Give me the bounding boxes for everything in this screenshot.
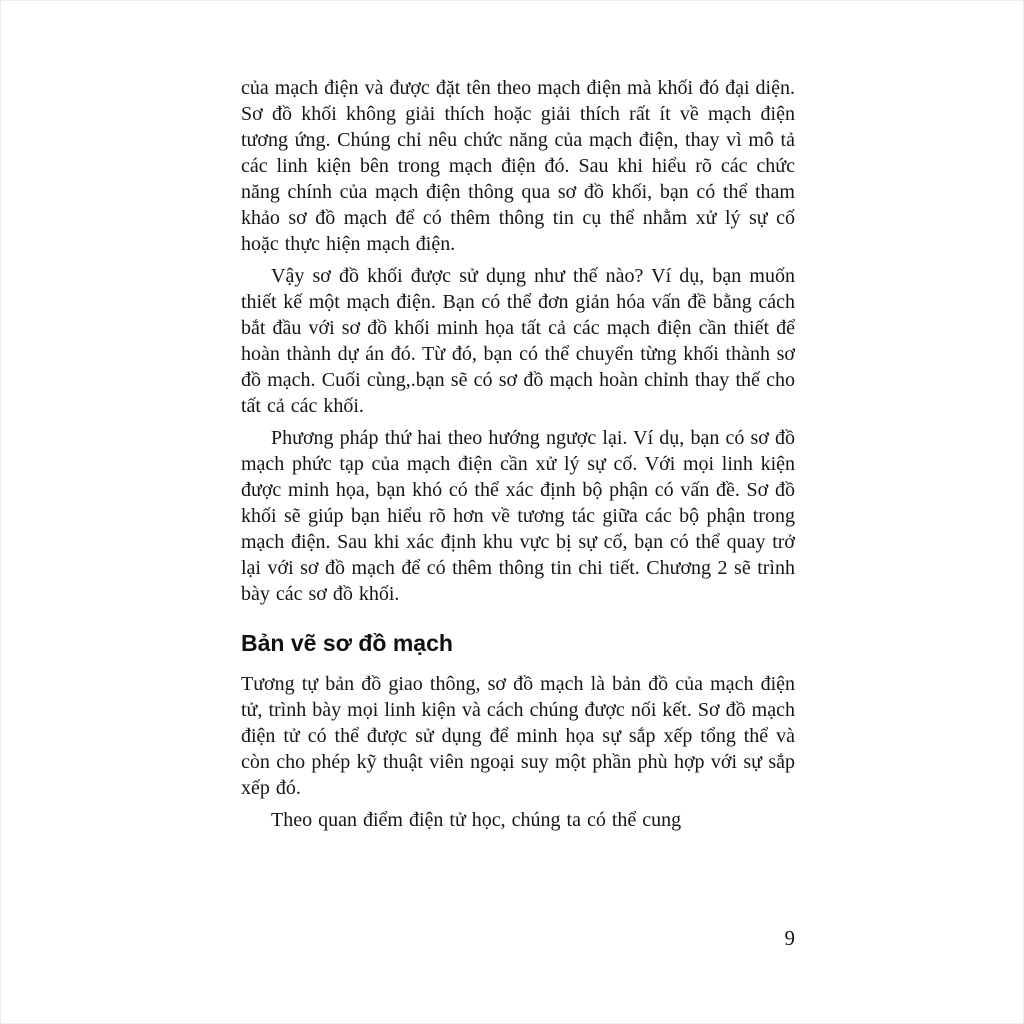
text-block xyxy=(241,75,795,839)
paragraph: Vậy sơ đồ khối được sử dụng như thế nào? Ví dụ, bạn muốn thiết kế một mạch điện. Bạn có thể đơn giản hóa vấn đề bằng cách bắt đầu với sơ đồ khối minh họa tất cả các mạch điện cần thiết để hoàn thành dự án đó. Từ đó, bạn có thể chuyển từng khối thành sơ đồ mạch. Cuối cùng,.bạn sẽ có sơ đồ mạch hoàn chỉnh thay thế cho tất cả các khối. xyxy=(241,265,795,417)
paragraph-continuation: của mạch điện và được đặt tên theo mạch điện mà khối đó đại diện. Sơ đồ khối không giải thích hoặc giải thích rất ít về mạch điện tương ứng. Chúng chỉ nêu chức năng của mạch điện, thay vì mô tả các linh kiện bên trong mạch điện đó. Sau khi hiểu rõ các chức năng chính của mạch điện thông qua sơ đồ khối, bạn có thể tham khảo sơ đồ mạch để có thêm thông tin cụ thể nhằm xử lý sự cố hoặc thực hiện mạch điện. xyxy=(241,77,795,255)
paragraph: Phương pháp thứ hai theo hướng ngược lại. Ví dụ, bạn có sơ đồ mạch phức tạp của mạch điện cần xử lý sự cố. Với mọi linh kiện được minh họa, bạn khó có thể xác định bộ phận có vấn đề. Sơ đồ khối sẽ giúp bạn hiểu rõ hơn về tương tác giữa các bộ phận trong mạch điện. Sau khi xác định khu vực bị sự cố, bạn có thể quay trở lại với sơ đồ mạch để có thêm thông tin chi tiết. Chương 2 sẽ trình bày các sơ đồ khối. xyxy=(241,427,795,605)
section-heading: Bản vẽ sơ đồ mạch xyxy=(241,630,453,656)
page-number: 9 xyxy=(784,926,795,950)
paragraph: Theo quan điểm điện tử học, chúng ta có thể cung xyxy=(271,809,682,831)
paragraph: Tương tự bản đồ giao thông, sơ đồ mạch là bản đồ của mạch điện tử, trình bày mọi linh kiện và cách chúng được nối kết. Sơ đồ mạch điện tử có thể được sử dụng để minh họa sự sắp xếp tổng thể và còn cho phép kỹ thuật viên ngoại suy một phần phù hợp với sự sắp xếp đó. xyxy=(241,673,795,799)
